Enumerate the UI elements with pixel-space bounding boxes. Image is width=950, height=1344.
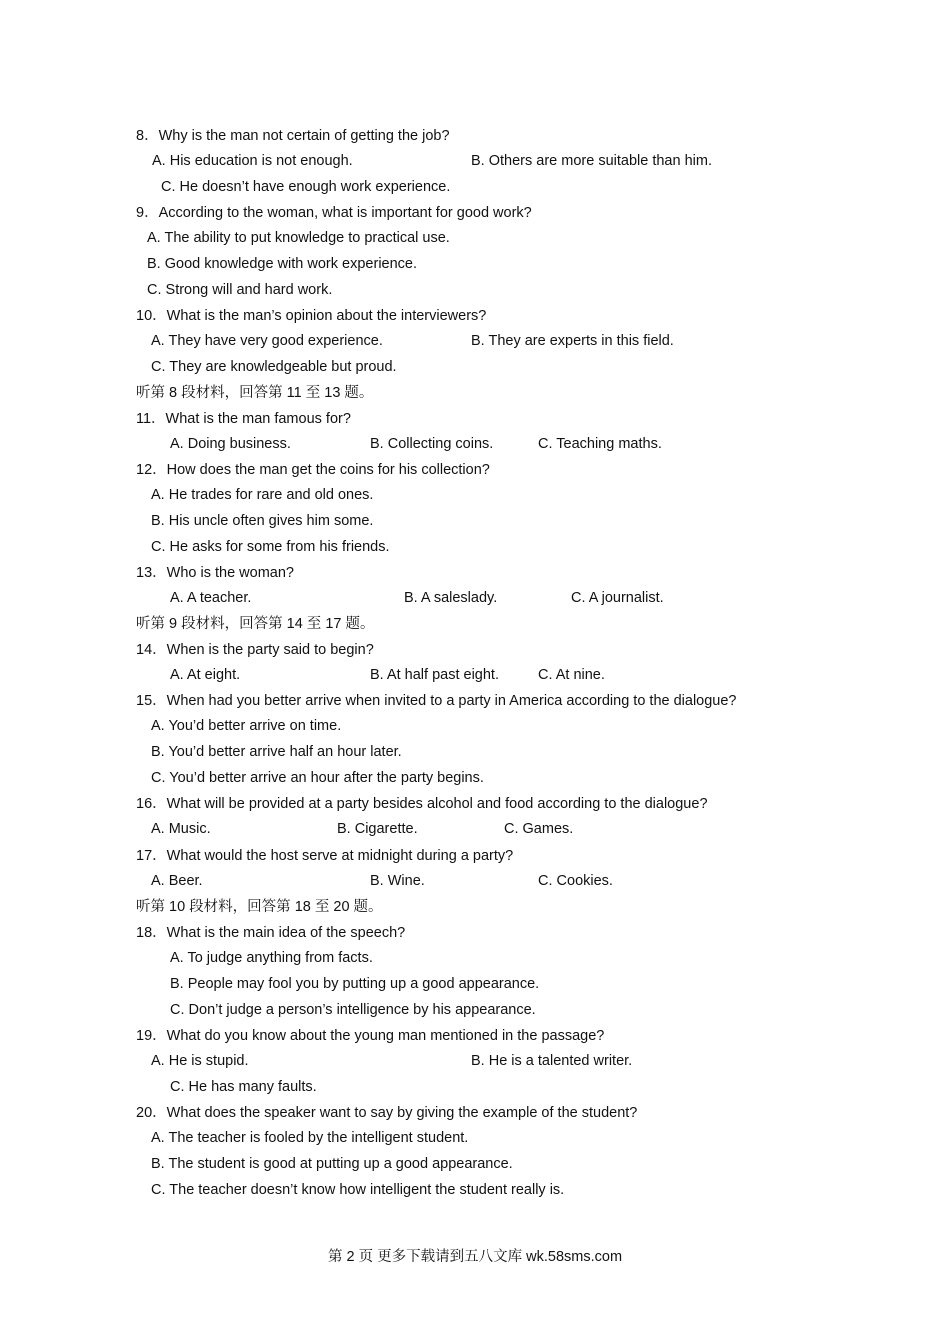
q8-option-a: A. His education is not enough. xyxy=(152,153,353,169)
section-8-heading: 听第 8 段材料，回答第 11 至 13 题。 xyxy=(136,385,374,401)
q15-option-c: C. You’d better arrive an hour after the party begins. xyxy=(151,770,484,786)
q15-option-a: A. You’d better arrive on time. xyxy=(151,718,342,734)
q18-stem: 18．What is the main idea of the speech? xyxy=(136,925,406,941)
q19-option-a: A. He is stupid. xyxy=(151,1053,249,1069)
q8-stem: 8．Why is the man not certain of getting the job? xyxy=(136,128,450,144)
q14-stem: 14．When is the party said to begin? xyxy=(136,642,374,658)
q10-option-a: A. They have very good experience. xyxy=(151,333,383,349)
section-9-heading: 听第 9 段材料，回答第 14 至 17 题。 xyxy=(136,616,375,632)
q19-stem: 19．What do you know about the young man mentioned in the passage? xyxy=(136,1028,605,1044)
q16-stem: 16．What will be provided at a party besides alcohol and food according to the dialogue? xyxy=(136,796,708,812)
q8-option-b: B. Others are more suitable than him. xyxy=(471,153,712,169)
q16-option-b: B. Cigarette. xyxy=(337,821,418,837)
q14-option-b: B. At half past eight. xyxy=(370,667,499,683)
q11-option-c: C. Teaching maths. xyxy=(538,436,662,452)
q17-option-b: B. Wine. xyxy=(370,873,425,889)
q18-option-b: B. People may fool you by putting up a good appearance. xyxy=(170,976,540,992)
q14-option-c: C. At nine. xyxy=(538,667,605,683)
q10-stem: 10．What is the man’s opinion about the interviewers? xyxy=(136,308,487,324)
q13-option-a: A. A teacher. xyxy=(170,590,252,606)
q15-option-b: B. You’d better arrive half an hour later. xyxy=(151,744,402,760)
q17-option-a: A. Beer. xyxy=(151,873,203,889)
q17-option-c: C. Cookies. xyxy=(538,873,613,889)
q11-option-a: A. Doing business. xyxy=(170,436,291,452)
q12-option-c: C. He asks for some from his friends. xyxy=(151,539,390,555)
q11-option-b: B. Collecting coins. xyxy=(370,436,494,452)
q18-option-a: A. To judge anything from facts. xyxy=(170,950,373,966)
q14-option-a: A. At eight. xyxy=(170,667,241,683)
q20-option-c: C. The teacher doesn’t know how intelligent the student really is. xyxy=(151,1182,565,1198)
q9-option-b: B. Good knowledge with work experience. xyxy=(147,256,418,272)
q15-stem: 15．When had you better arrive when invited to a party in America according to the dialogue? xyxy=(136,693,737,709)
q20-option-a: A. The teacher is fooled by the intelligent student. xyxy=(151,1130,469,1146)
q10-option-c: C. They are knowledgeable but proud. xyxy=(151,359,397,375)
q9-option-c: C. Strong will and hard work. xyxy=(147,282,333,298)
q19-option-b: B. He is a talented writer. xyxy=(471,1053,633,1069)
q12-option-a: A. He trades for rare and old ones. xyxy=(151,487,374,503)
q16-option-a: A. Music. xyxy=(151,821,211,837)
q11-stem: 11．What is the man famous for? xyxy=(136,411,351,427)
q13-stem: 13．Who is the woman? xyxy=(136,565,294,581)
page-footer: 第 2 页 更多下载请到五八文库 wk.58sms.com xyxy=(327,1249,623,1265)
q13-option-b: B. A saleslady. xyxy=(404,590,498,606)
section-10-heading: 听第 10 段材料，回答第 18 至 20 题。 xyxy=(136,899,383,915)
q16-option-c: C. Games. xyxy=(504,821,574,837)
q17-stem: 17．What would the host serve at midnight during a party? xyxy=(136,848,514,864)
q9-stem: 9．According to the woman, what is important for good work? xyxy=(136,205,532,221)
q18-option-c: C. Don’t judge a person’s intelligence by his appearance. xyxy=(170,1002,536,1018)
q20-option-b: B. The student is good at putting up a good appearance. xyxy=(151,1156,513,1172)
q12-stem: 12．How does the man get the coins for his collection? xyxy=(136,462,490,478)
q13-option-c: C. A journalist. xyxy=(571,590,664,606)
q9-option-a: A. The ability to put knowledge to practical use. xyxy=(147,230,450,246)
q20-stem: 20．What does the speaker want to say by giving the example of the student? xyxy=(136,1105,638,1121)
q19-option-c: C. He has many faults. xyxy=(170,1079,317,1095)
q8-option-c: C. He doesn’t have enough work experience. xyxy=(161,179,451,195)
q12-option-b: B. His uncle often gives him some. xyxy=(151,513,374,529)
q10-option-b: B. They are experts in this field. xyxy=(471,333,674,349)
